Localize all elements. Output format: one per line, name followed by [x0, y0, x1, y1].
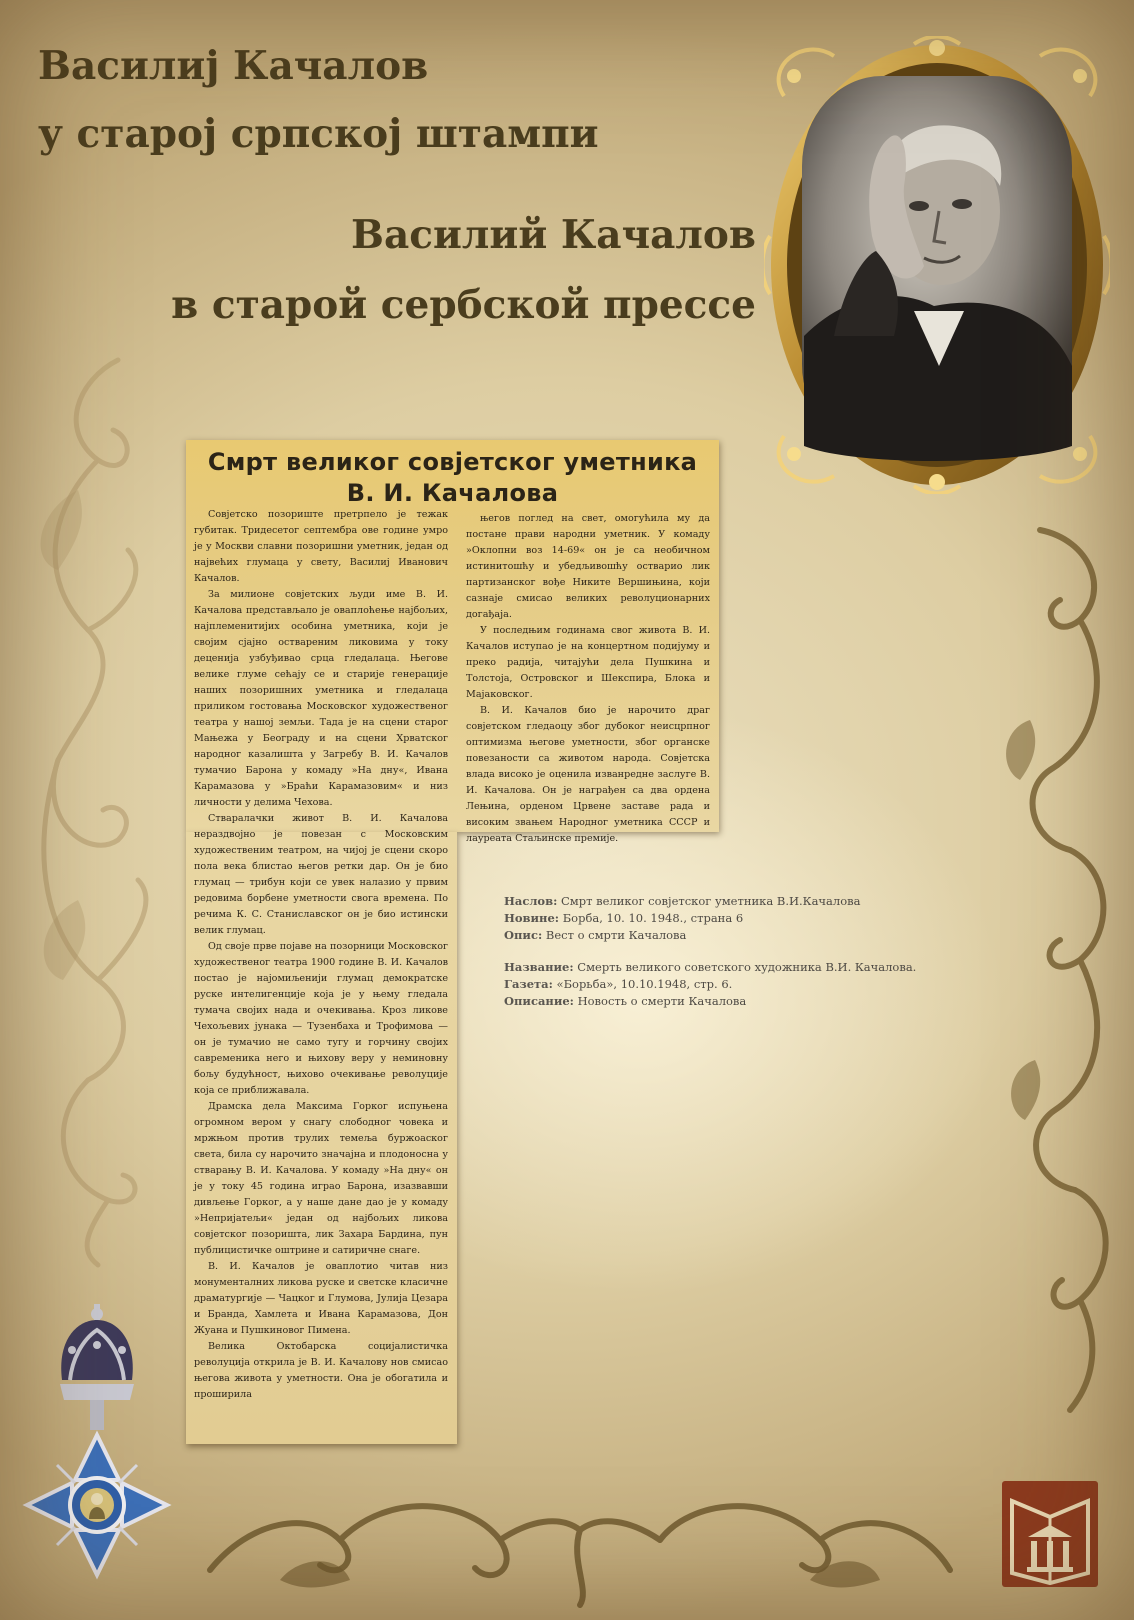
- info-label: Описание:: [504, 994, 574, 1008]
- info-serbian-newspaper-row: [504, 910, 860, 927]
- portrait-gilded-frame: [764, 36, 1110, 494]
- info-value: Борба, 10. 10. 1948., страна 6: [562, 911, 744, 925]
- clipping-column-a: [194, 507, 448, 1403]
- ornament-scroll-left-icon: [18, 340, 168, 1270]
- ornament-scroll-right-icon: [1000, 520, 1130, 1420]
- library-logo-icon: [1000, 1479, 1100, 1589]
- info-serbian-description-row: [504, 927, 860, 944]
- title-russian-line-1: Василий Качалов: [350, 212, 756, 258]
- clipping-column-b: [466, 511, 710, 847]
- info-russian-newspaper-row: [504, 976, 916, 993]
- info-value: Смерть великого советского художника В.И. Качалова.: [577, 960, 917, 974]
- clipping-paragraph: В. И. Качалов био је нарочито драг совјетском гледаоцу због дубоког неисцрпног оптимизма његове уметности, због органске повезаности са животом народа. Совјетска влада високо је оценила изванредне заслуге В. И. Качалова. Он је награђен са два ордена Лењина, орденом Црвене заставе рада и високим звањем Народног уметника СССР и лауреата Стаљинске премије.: [466, 705, 710, 844]
- info-label: Опис:: [504, 928, 543, 942]
- clipping-paragraph: У последњим годинама свог живота В. И. Качалов иступао је на концертном подијуму и преко радија, читајући дела Пушкина и Толстоја, Островског и Шекспира, Блока и Мајаковског.: [466, 625, 710, 700]
- clipping-paragraph: Стваралачки живот В. И. Качалова нераздвојно је повезан с Московским художественим театром, на чијој је сцени скоро пола века блистао његов ретки дар. Он је био глумац — трибун који се увек налазио у првим редовима борбене уметности свога времена. По речима К. С. Станиславског он је био истински велик глумац.: [194, 813, 448, 936]
- info-value: Вест о смрти Качалова: [545, 928, 687, 942]
- ornament-scroll-bottom-icon: [190, 1460, 970, 1610]
- clipping-paragraph: Од своје прве појаве на позорници Московског художественог театра 1900 године В. И. Качалов постао је најомиљенији глумац демократске руске интелигенције која је у њему гледала тумача својих нада и очекивања. Кроз ликове Чехољевих јунака — Тузенбаха и Трофимова — он је тумачио не само тугу и горчину својих савременика него и њихову веру у неминовну бољу будућност, њихово очекивање револуције која се приближавала.: [194, 941, 448, 1096]
- order-of-st-sava-medal-icon: [22, 1300, 172, 1590]
- info-value: «Борьба», 10.10.1948, стр. 6.: [556, 977, 733, 991]
- clipping-headline: [186, 447, 719, 509]
- title-russian-line-2: в старой сербской прессе: [171, 282, 756, 328]
- info-russian-title-row: [504, 959, 916, 976]
- info-serbian-title-row: [504, 893, 860, 910]
- clipping-paragraph: његов поглед на свет, омогућила му да постане прави народни уметник. У комаду »Оклопни воз 14-69« он је са необичном истинитошћу и убедљивошћу остварио лик партизанског вође Никите Вершињина, који сазнаје смисао великих револуционарних догађаја.: [466, 513, 710, 620]
- info-serbian: [504, 893, 860, 944]
- clipping-paragraph: За милионе совјетских људи име В. И. Качалова представљало је оваплоћење најбољих, најплеменитијих особина уметника, који је својим сјајно оствареним ликовима у току деценија узбуђивао срца гледалаца. Његове велике глуме сећају се и старије генерације наших позоришних уметника и гледалаца приликом гостовања Московског художественог театра у нашој земљи. Тада је на сцени старог Мањежа у Београду и на сцени Хрватског народног казалишта у Загребу В. И. Качалов тумачио Барона у комаду »На дну«, Ивана Карамазова у »Браћи Карамазовим« и низ личности у делима Чехова.: [194, 589, 448, 808]
- title-serbian-line-2: у старој српској штампи: [38, 111, 599, 157]
- info-label: Наслов:: [504, 894, 558, 908]
- title-serbian-line-1: Василиј Качалов: [38, 43, 429, 89]
- info-label: Название:: [504, 960, 574, 974]
- clipping-paragraph: В. И. Качалов је оваплотио читав низ монументалних ликова руске и светске класичне драматургије — Чацког и Глумова, Јулија Цезара и Бранда, Хамлета и Ивана Карамазова, Дон Жуана и Пушкиновог Пимена.: [194, 1261, 448, 1336]
- info-value: Смрт великог совјетског уметника В.И.Качалова: [561, 894, 861, 908]
- clipping-paragraph: Драмска дела Максима Горког испуњена огромном вером у снагу слободног човека и мржњом против трулих темеља буржоаског света, била су нарочито значајна и плодоносна у стварању В. И. Качалова. У комаду »На дну« он је у току 45 година играо Барона, изазвавши дивљење Горког, а у наше дане дао је у комаду »Непријатељи« један од најбољих ликова совјетског позоришта, лик Захара Бардина, пун публицистичке оштрине и сатиричне снаге.: [194, 1101, 448, 1256]
- title-russian: [171, 200, 756, 340]
- clipping-headline-line-2: В. И. Качалова: [346, 479, 559, 507]
- info-russian-description-row: [504, 993, 916, 1010]
- info-label: Газета:: [504, 977, 553, 991]
- clipping-paragraph: Велика Октобарска социјалистичка револуција открила је В. И. Качалову нов смисао његова живота у уметности. Она је обогатила и проширила: [194, 1341, 448, 1400]
- clipping-paragraph: Совјетско позориште претрпело је тежак губитак. Тридесетог септембра ове године умро је у Москви славни позоришни уметник, један од највећих глумаца у свету, Василиј Иванович Качалов.: [194, 509, 448, 584]
- info-value: Новость о смерти Качалова: [577, 994, 747, 1008]
- title-serbian: [38, 32, 599, 168]
- info-label: Новине:: [504, 911, 560, 925]
- clipping-headline-line-1: Смрт великог совјетског уметника: [207, 448, 698, 476]
- info-russian: [504, 959, 916, 1010]
